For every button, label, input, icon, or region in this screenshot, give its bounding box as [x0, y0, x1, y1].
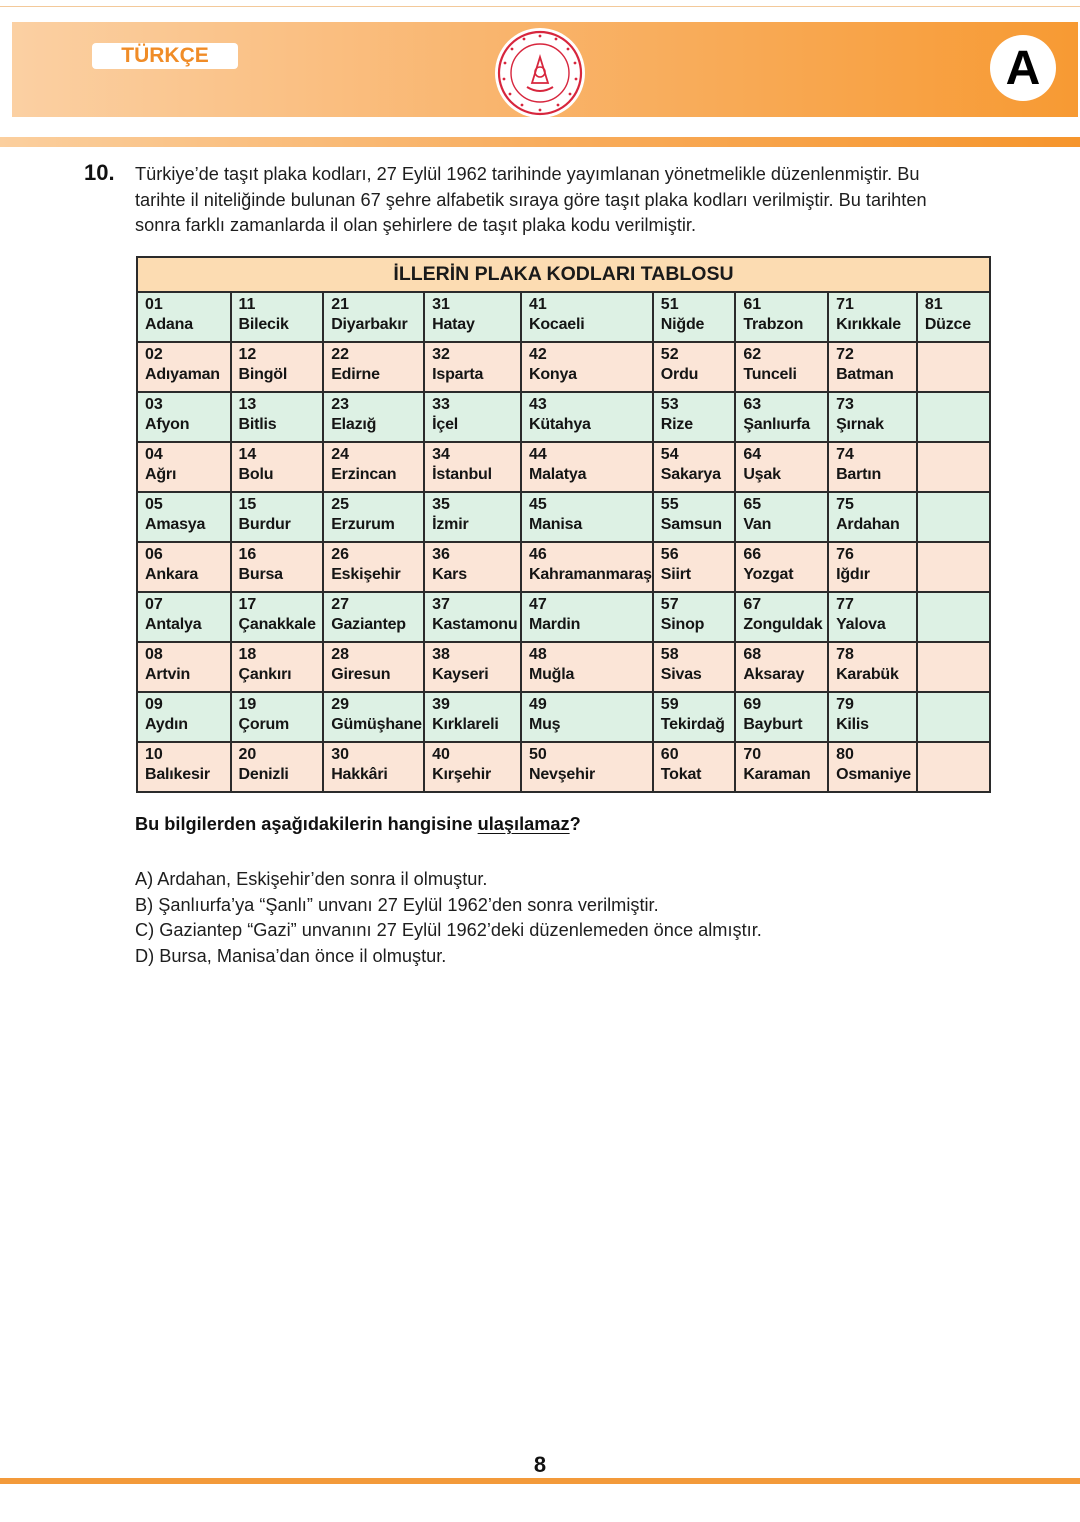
plate-code: 39	[432, 696, 450, 713]
province-name: Tunceli	[743, 366, 797, 383]
table-cell	[137, 692, 231, 742]
table-cell	[917, 342, 990, 392]
top-rule	[0, 6, 1080, 7]
province-name: Bitlis	[238, 416, 277, 433]
table-cell	[231, 492, 324, 542]
plate-code: 48	[528, 646, 547, 663]
table-cell	[521, 642, 653, 692]
province-name: Karaman	[743, 766, 811, 783]
province-name: Mardin	[528, 616, 581, 633]
plate-code: 52	[660, 346, 679, 363]
province-name: Artvin	[145, 666, 191, 683]
table-cell	[653, 292, 736, 342]
answer-options	[135, 867, 762, 969]
province-name: Düzce	[924, 316, 971, 333]
table-cell	[521, 692, 653, 742]
plate-code: 38	[432, 646, 450, 663]
plate-code: 46	[528, 546, 547, 563]
plate-code: 62	[743, 346, 762, 363]
table-cell	[735, 392, 828, 442]
province-name: Şırnak	[836, 416, 884, 433]
province-name: Amasya	[145, 516, 206, 533]
plate-code: 08	[145, 646, 163, 663]
province-name: Çorum	[238, 716, 290, 733]
province-name: Aksaray	[743, 666, 805, 683]
table-cell	[424, 692, 521, 742]
plate-code: 02	[145, 346, 163, 363]
province-name: Samsun	[660, 516, 722, 533]
plate-code: 79	[836, 696, 854, 713]
table-cell	[917, 642, 990, 692]
plate-code: 49	[528, 696, 547, 713]
province-name: Kırklareli	[432, 716, 499, 733]
table-cell	[137, 592, 231, 642]
table-cell	[231, 342, 324, 392]
table-cell	[137, 542, 231, 592]
table-cell	[424, 292, 521, 342]
province-name: Bolu	[238, 466, 274, 483]
province-name: Bilecik	[238, 316, 289, 333]
province-name: Denizli	[238, 766, 289, 783]
province-name: Balıkesir	[145, 766, 210, 783]
plate-code: 11	[238, 296, 256, 313]
province-name: Muğla	[528, 666, 575, 683]
table-row	[137, 442, 990, 492]
province-name: Tokat	[660, 766, 702, 783]
province-name: Kayseri	[432, 666, 489, 683]
table-row	[137, 692, 990, 742]
plate-code: 72	[836, 346, 854, 363]
province-name: Van	[743, 516, 772, 533]
plate-code: 06	[145, 546, 163, 563]
table-cell	[653, 642, 736, 692]
plate-code: 05	[145, 496, 163, 513]
plate-code: 41	[528, 296, 547, 313]
province-name: Afyon	[145, 416, 190, 433]
plate-code: 28	[331, 646, 349, 663]
province-name: Tekirdağ	[660, 716, 725, 733]
plate-code: 17	[238, 596, 257, 613]
plate-code: 80	[836, 746, 854, 763]
plate-code: 33	[432, 396, 450, 413]
table-cell	[231, 392, 324, 442]
table-cell	[231, 692, 324, 742]
plate-code: 55	[660, 496, 679, 513]
table-cell	[137, 292, 231, 342]
province-name: Gaziantep	[331, 616, 406, 633]
plate-code: 60	[660, 746, 679, 763]
booklet-type-badge: A	[990, 35, 1056, 101]
table-cell	[231, 292, 324, 342]
question-number: 10.	[84, 160, 115, 185]
province-name: Ordu	[660, 366, 699, 383]
province-name: Antalya	[145, 616, 202, 633]
table-cell	[828, 642, 917, 692]
page-number: 8	[533, 1452, 547, 1477]
table-cell	[424, 392, 521, 442]
plate-code: 23	[331, 396, 349, 413]
province-name: Kırşehir	[432, 766, 491, 783]
table-cell	[735, 592, 828, 642]
table-row	[137, 742, 990, 792]
province-name: Bayburt	[743, 716, 803, 733]
option-a[interactable]: A) Ardahan, Eskişehir’den sonra il olmuştur.	[135, 869, 488, 889]
table-cell	[521, 342, 653, 392]
province-name: Ağrı	[145, 466, 177, 483]
plate-code: 57	[660, 596, 679, 613]
province-name: Adana	[145, 316, 193, 333]
option-b[interactable]: B) Şanlıurfa’ya “Şanlı” unvanı 27 Eylül 1962’den sonra verilmiştir.	[135, 894, 659, 915]
plate-code: 73	[836, 396, 854, 413]
table-cell	[521, 492, 653, 542]
table-cell	[735, 342, 828, 392]
table-cell	[917, 692, 990, 742]
table-row	[137, 342, 990, 392]
table-cell	[323, 392, 424, 442]
plate-code: 12	[238, 346, 257, 363]
province-name: Hakkâri	[331, 766, 388, 783]
province-name: Kocaeli	[528, 316, 585, 333]
plate-code: 34	[432, 446, 450, 463]
table-cell	[653, 592, 736, 642]
plate-code: 10	[145, 746, 163, 763]
table-row	[137, 292, 990, 342]
plate-code: 64	[743, 446, 762, 463]
subject-badge: TÜRKÇE	[92, 43, 238, 69]
province-name: Gümüşhane	[331, 716, 422, 733]
plate-code: 37	[432, 596, 450, 613]
plate-code: 63	[743, 396, 762, 413]
table-cell	[231, 542, 324, 592]
plate-code: 68	[743, 646, 762, 663]
table-cell	[917, 592, 990, 642]
table-cell	[653, 392, 736, 442]
option-c[interactable]: C) Gaziantep “Gazi” unvanını 27 Eylül 1962’deki düzenlemeden önce almıştır.	[135, 920, 762, 940]
province-name: Adıyaman	[145, 366, 220, 383]
table-cell	[137, 492, 231, 542]
plate-code: 22	[331, 346, 349, 363]
table-cell	[231, 642, 324, 692]
province-name: Çanakkale	[238, 616, 316, 633]
table-cell	[735, 542, 828, 592]
province-name: Uşak	[743, 466, 781, 483]
table-cell	[323, 292, 424, 342]
plate-code: 26	[331, 546, 349, 563]
table-cell	[735, 642, 828, 692]
table-title: İLLERİN PLAKA KODLARI TABLOSU	[137, 257, 990, 292]
table-cell	[653, 492, 736, 542]
plate-code: 27	[331, 596, 349, 613]
plate-code: 44	[528, 446, 547, 463]
province-name: Iğdır	[836, 566, 870, 583]
table-cell	[828, 592, 917, 642]
province-name: Diyarbakır	[331, 316, 408, 333]
province-name: İzmir	[432, 516, 469, 533]
province-name: Ankara	[145, 566, 199, 583]
table-cell	[521, 592, 653, 642]
province-name: İçel	[432, 416, 459, 433]
province-name: Kütahya	[528, 416, 591, 433]
province-name: Yozgat	[743, 566, 794, 583]
province-name: Karabük	[836, 666, 899, 683]
table-cell	[917, 442, 990, 492]
province-name: Çankırı	[238, 666, 292, 683]
intro-line: Türkiye’de taşıt plaka kodları, 27 Eylül 1962 tarihinde yayımlanan yönetmelikle düzenlenmiştir. Bu	[135, 164, 920, 184]
table-cell	[231, 442, 324, 492]
table-row	[137, 392, 990, 442]
table-cell	[828, 392, 917, 442]
province-name: Kilis	[836, 716, 869, 733]
table-cell	[828, 742, 917, 792]
table-cell	[521, 392, 653, 442]
footer-line	[0, 1478, 1080, 1484]
plate-code: 47	[528, 596, 547, 613]
table-cell	[653, 692, 736, 742]
table-cell	[424, 442, 521, 492]
plate-code: 42	[528, 346, 547, 363]
province-name: Ardahan	[836, 516, 900, 533]
plate-code: 32	[432, 346, 450, 363]
plate-code: 20	[238, 746, 257, 763]
plate-code: 03	[145, 396, 163, 413]
province-name: Hatay	[432, 316, 475, 333]
table-cell	[137, 392, 231, 442]
province-name: Malatya	[528, 466, 587, 483]
plate-code: 70	[743, 746, 762, 763]
table-cell	[828, 342, 917, 392]
plate-code: 59	[660, 696, 679, 713]
table-cell	[653, 542, 736, 592]
plate-code: 19	[238, 696, 257, 713]
plate-code: 67	[743, 596, 762, 613]
province-name: Sivas	[660, 666, 702, 683]
table-cell	[735, 292, 828, 342]
table-cell	[653, 342, 736, 392]
province-name: Sinop	[660, 616, 705, 633]
plate-code: 07	[145, 596, 163, 613]
table-cell	[231, 742, 324, 792]
table-cell	[424, 542, 521, 592]
province-name: İstanbul	[432, 466, 492, 483]
province-name: Zonguldak	[743, 616, 823, 633]
plate-code: 71	[836, 296, 854, 313]
plate-code: 21	[331, 296, 349, 313]
province-name: Kastamonu	[432, 616, 518, 633]
province-name: Erzurum	[331, 516, 395, 533]
table-cell	[653, 742, 736, 792]
plate-code: 76	[836, 546, 854, 563]
plate-code: 40	[432, 746, 450, 763]
table-cell	[323, 642, 424, 692]
table-cell	[917, 392, 990, 442]
plate-code: 24	[331, 446, 349, 463]
plate-code: 69	[743, 696, 762, 713]
province-name: Erzincan	[331, 466, 397, 483]
table-row	[137, 592, 990, 642]
plate-code: 31	[432, 296, 450, 313]
plate-code: 75	[836, 496, 854, 513]
table-cell	[917, 292, 990, 342]
table-cell	[323, 442, 424, 492]
plate-code: 43	[528, 396, 547, 413]
province-name: Bingöl	[238, 366, 288, 383]
table-cell	[323, 592, 424, 642]
header-underline	[0, 137, 1080, 147]
province-name: Isparta	[432, 366, 484, 383]
plate-code: 50	[528, 746, 547, 763]
province-name: Giresun	[331, 666, 391, 683]
plate-code: 66	[743, 546, 762, 563]
table-cell	[735, 492, 828, 542]
table-cell	[137, 642, 231, 692]
plate-code: 53	[660, 396, 679, 413]
plate-code: 58	[660, 646, 679, 663]
province-name: Kars	[432, 566, 467, 583]
table-cell	[521, 292, 653, 342]
table-cell	[231, 592, 324, 642]
plate-code: 09	[145, 696, 163, 713]
table-cell	[521, 442, 653, 492]
stem-question-mark: ?	[569, 814, 581, 834]
province-name: Osmaniye	[836, 766, 911, 783]
plate-codes-table	[136, 256, 991, 793]
stem-text: Bu bilgilerden aşağıdakilerin hangisine	[135, 814, 478, 834]
plate-code: 13	[238, 396, 257, 413]
plate-code: 78	[836, 646, 854, 663]
province-name: Edirne	[331, 366, 380, 383]
province-name: Trabzon	[743, 316, 804, 333]
province-name: Kırıkkale	[836, 316, 901, 333]
table-cell	[917, 542, 990, 592]
table-cell	[828, 292, 917, 342]
plate-code: 56	[660, 546, 679, 563]
table-cell	[735, 442, 828, 492]
table-cell	[828, 692, 917, 742]
province-name: Burdur	[238, 516, 291, 533]
question-intro	[135, 162, 1005, 239]
table-cell	[828, 492, 917, 542]
table-cell	[828, 542, 917, 592]
table-cell	[653, 442, 736, 492]
plate-code: 18	[238, 646, 257, 663]
province-name: Eskişehir	[331, 566, 401, 583]
table-cell	[521, 742, 653, 792]
province-name: Bursa	[238, 566, 283, 583]
province-name: Kahramanmaraş	[528, 566, 652, 583]
province-name: Manisa	[528, 516, 583, 533]
plate-code: 81	[924, 296, 943, 313]
table-cell	[917, 492, 990, 542]
table-cell	[521, 542, 653, 592]
plate-code: 30	[331, 746, 349, 763]
table-cell	[424, 342, 521, 392]
table-cell	[323, 542, 424, 592]
province-name: Sakarya	[660, 466, 721, 483]
plate-code: 74	[836, 446, 854, 463]
table-row	[137, 542, 990, 592]
province-name: Aydın	[145, 716, 188, 733]
plate-code: 54	[660, 446, 679, 463]
table-cell	[424, 492, 521, 542]
plate-code: 51	[660, 296, 679, 313]
table-body	[137, 292, 990, 792]
plate-code: 35	[432, 496, 450, 513]
plate-code: 16	[238, 546, 257, 563]
table-cell	[137, 442, 231, 492]
plate-code: 14	[238, 446, 257, 463]
plate-code: 77	[836, 596, 854, 613]
plate-code: 61	[743, 296, 762, 313]
province-name: Muş	[528, 716, 561, 733]
meb-emblem-icon	[494, 27, 586, 119]
table-cell	[424, 642, 521, 692]
table-cell	[735, 742, 828, 792]
stem-negative-word: ulaşılamaz	[477, 814, 570, 834]
table-cell	[424, 592, 521, 642]
table-cell	[735, 692, 828, 742]
table-cell	[828, 442, 917, 492]
table-cell	[323, 692, 424, 742]
plate-code: 65	[743, 496, 762, 513]
plate-code: 01	[145, 296, 163, 313]
province-name: Konya	[528, 366, 577, 383]
table-cell	[917, 742, 990, 792]
table-row	[137, 642, 990, 692]
question-stem	[135, 814, 581, 835]
plate-code: 29	[331, 696, 349, 713]
province-name: Siirt	[660, 566, 691, 583]
plate-code: 45	[528, 496, 547, 513]
province-name: Niğde	[660, 316, 705, 333]
table-cell	[323, 342, 424, 392]
table-row	[137, 492, 990, 542]
province-name: Bartın	[836, 466, 882, 483]
plate-code: 15	[238, 496, 257, 513]
province-name: Yalova	[836, 616, 886, 633]
intro-line: tarihte il niteliğinde bulunan 67 şehre alfabetik sıraya göre taşıt plaka kodları verilmiştir. Bu tarihten	[135, 189, 927, 210]
table-cell	[323, 742, 424, 792]
table-cell	[424, 742, 521, 792]
province-name: Nevşehir	[528, 766, 595, 783]
province-name: Batman	[836, 366, 894, 383]
plate-code: 04	[145, 446, 163, 463]
table-cell	[137, 742, 231, 792]
province-name: Elazığ	[331, 416, 377, 433]
table-cell	[137, 342, 231, 392]
plate-code: 36	[432, 546, 450, 563]
province-name: Şanlıurfa	[743, 416, 810, 433]
option-d[interactable]: D) Bursa, Manisa’dan önce il olmuştur.	[135, 945, 447, 966]
plate-code: 25	[331, 496, 349, 513]
province-name: Rize	[660, 416, 693, 433]
table-cell	[323, 492, 424, 542]
intro-line: sonra farklı zamanlarda il olan şehirlere de taşıt plaka kodu verilmiştir.	[135, 215, 697, 235]
